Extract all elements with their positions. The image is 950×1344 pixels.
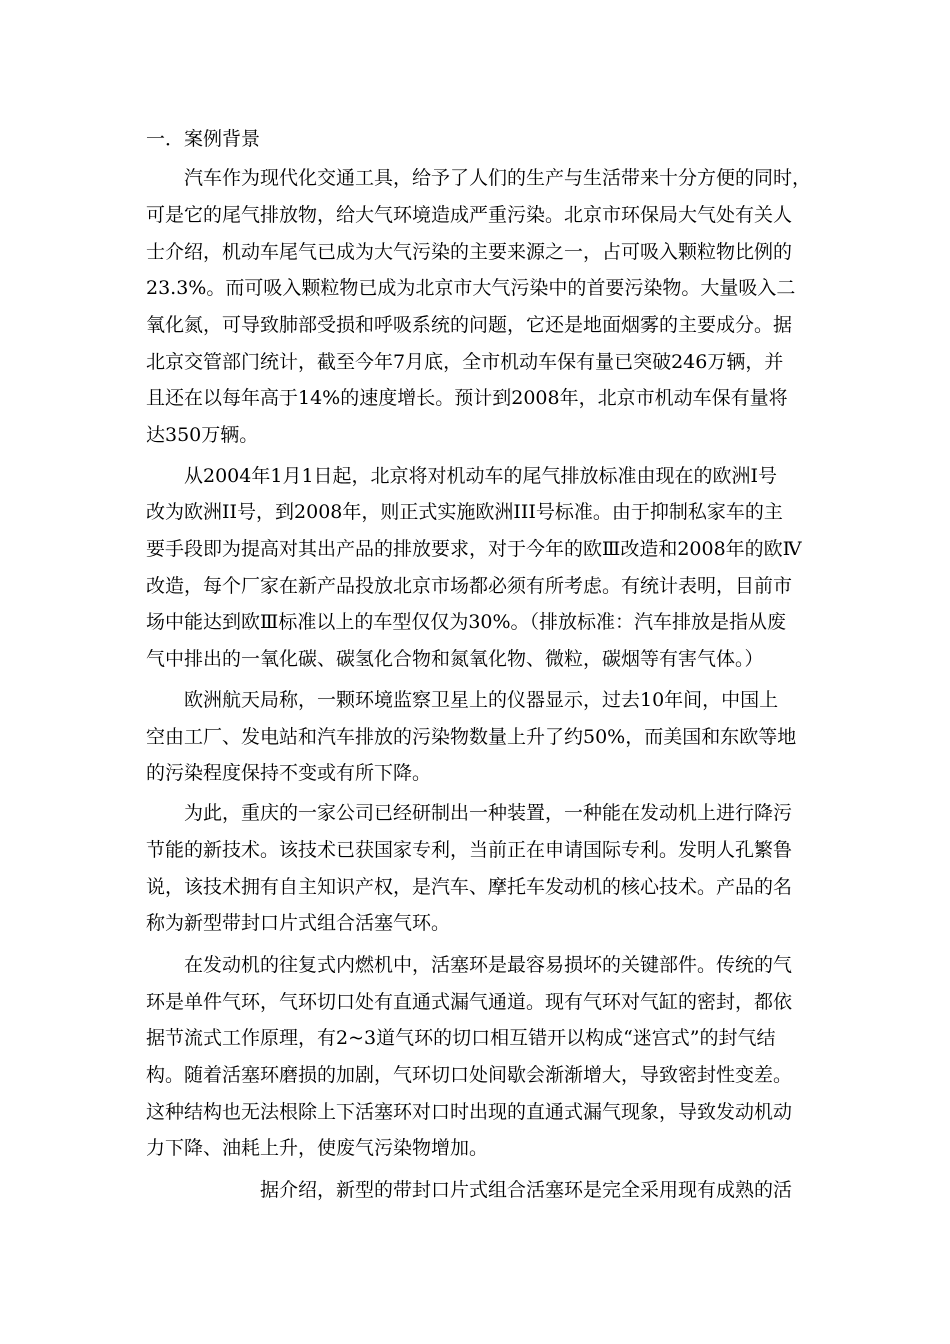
paragraph-4-line: 说，该技术拥有自主知识产权，是汽车、摩托车发动机的核心技术。产品的名 <box>146 876 793 898</box>
paragraph-4-line: 节能的新技术。该技术已获国家专利，当前正在申请国际专利。发明人孔繁鲁 <box>146 839 793 861</box>
paragraph-4-line: 称为新型带封口片式组合活塞气环。 <box>146 912 451 934</box>
paragraph-1-line: 氧化氮，可导致肺部受损和呼吸系统的问题，它还是地面烟雾的主要成分。据 <box>146 314 793 336</box>
paragraph-1-line: 汽车作为现代化交通工具，给予了人们的生产与生活带来十分方便的同时， <box>146 167 812 189</box>
paragraph-1-line: 达350万辆。 <box>146 424 259 446</box>
paragraph-5-line: 环是单件气环，气环切口处有直通式漏气通道。现有气环对气缸的密封，都依 <box>146 991 793 1013</box>
paragraph-2-line: 从2004年1月1日起，北京将对机动车的尾气排放标准由现在的欧洲I号 <box>146 465 778 487</box>
paragraph-2-line: 改造，每个厂家在新产品投放北京市场都必须有所考虑。有统计表明，目前市 <box>146 575 793 597</box>
paragraph-2-line: 场中能达到欧Ⅲ标准以上的车型仅仅为30%。（排放标准：汽车排放是指从废 <box>146 611 787 633</box>
paragraph-1-line: 23.3%。而可吸入颗粒物已成为北京市大气污染中的首要污染物。大量吸入二 <box>146 277 796 299</box>
paragraph-3-line: 欧洲航天局称，一颗环境监察卫星上的仪器显示，过去10年间，中国上 <box>146 689 779 711</box>
paragraph-4-line: 为此，重庆的一家公司已经研制出一种装置，一种能在发动机上进行降污 <box>146 802 793 824</box>
paragraph-5-line: 据节流式工作原理，有2~3道气环的切口相互错开以构成“迷宫式”的封气结 <box>146 1027 776 1049</box>
section-heading: 一．案例背景 <box>146 128 261 150</box>
paragraph-1-line: 且还在以每年高于14%的速度增长。预计到2008年，北京市机动车保有量将 <box>146 387 788 409</box>
paragraph-5-line: 构。随着活塞环磨损的加剧，气环切口处间歇会渐渐增大，导致密封性变差。 <box>146 1064 793 1086</box>
paragraph-2-line: 要手段即为提高对其出产品的排放要求，对于今年的欧Ⅲ改造和2008年的欧Ⅳ <box>146 538 802 560</box>
paragraph-2-line: 气中排出的一氧化碳、碳氢化合物和氮氧化物、微粒，碳烟等有害气体。） <box>146 648 764 670</box>
paragraph-1-line: 北京交管部门统计，截至今年7月底，全市机动车保有量已突破246万辆，并 <box>146 351 784 373</box>
paragraph-5-line: 在发动机的往复式内燃机中，活塞环是最容易损坏的关键部件。传统的气 <box>146 954 793 976</box>
paragraph-3-line: 空由工厂、发电站和汽车排放的污染物数量上升了约50%，而美国和东欧等地 <box>146 726 797 748</box>
paragraph-6-line: 据介绍，新型的带封口片式组合活塞环是完全采用现有成熟的活 <box>146 1179 793 1201</box>
paragraph-1-line: 可是它的尾气排放物，给大气环境造成严重污染。北京市环保局大气处有关人 <box>146 204 793 226</box>
paragraph-5-line: 力下降、油耗上升，使废气污染物增加。 <box>146 1137 489 1159</box>
paragraph-5-line: 这种结构也无法根除上下活塞环对口时出现的直通式漏气现象，导致发动机动 <box>146 1101 793 1123</box>
paragraph-2-line: 改为欧洲II号，到2008年，则正式实施欧洲III号标准。由于抑制私家车的主 <box>146 501 783 523</box>
paragraph-3-line: 的污染程度保持不变或有所下降。 <box>146 762 432 784</box>
paragraph-1-line: 士介绍，机动车尾气已成为大气污染的主要来源之一，占可吸入颗粒物比例的 <box>146 241 793 263</box>
